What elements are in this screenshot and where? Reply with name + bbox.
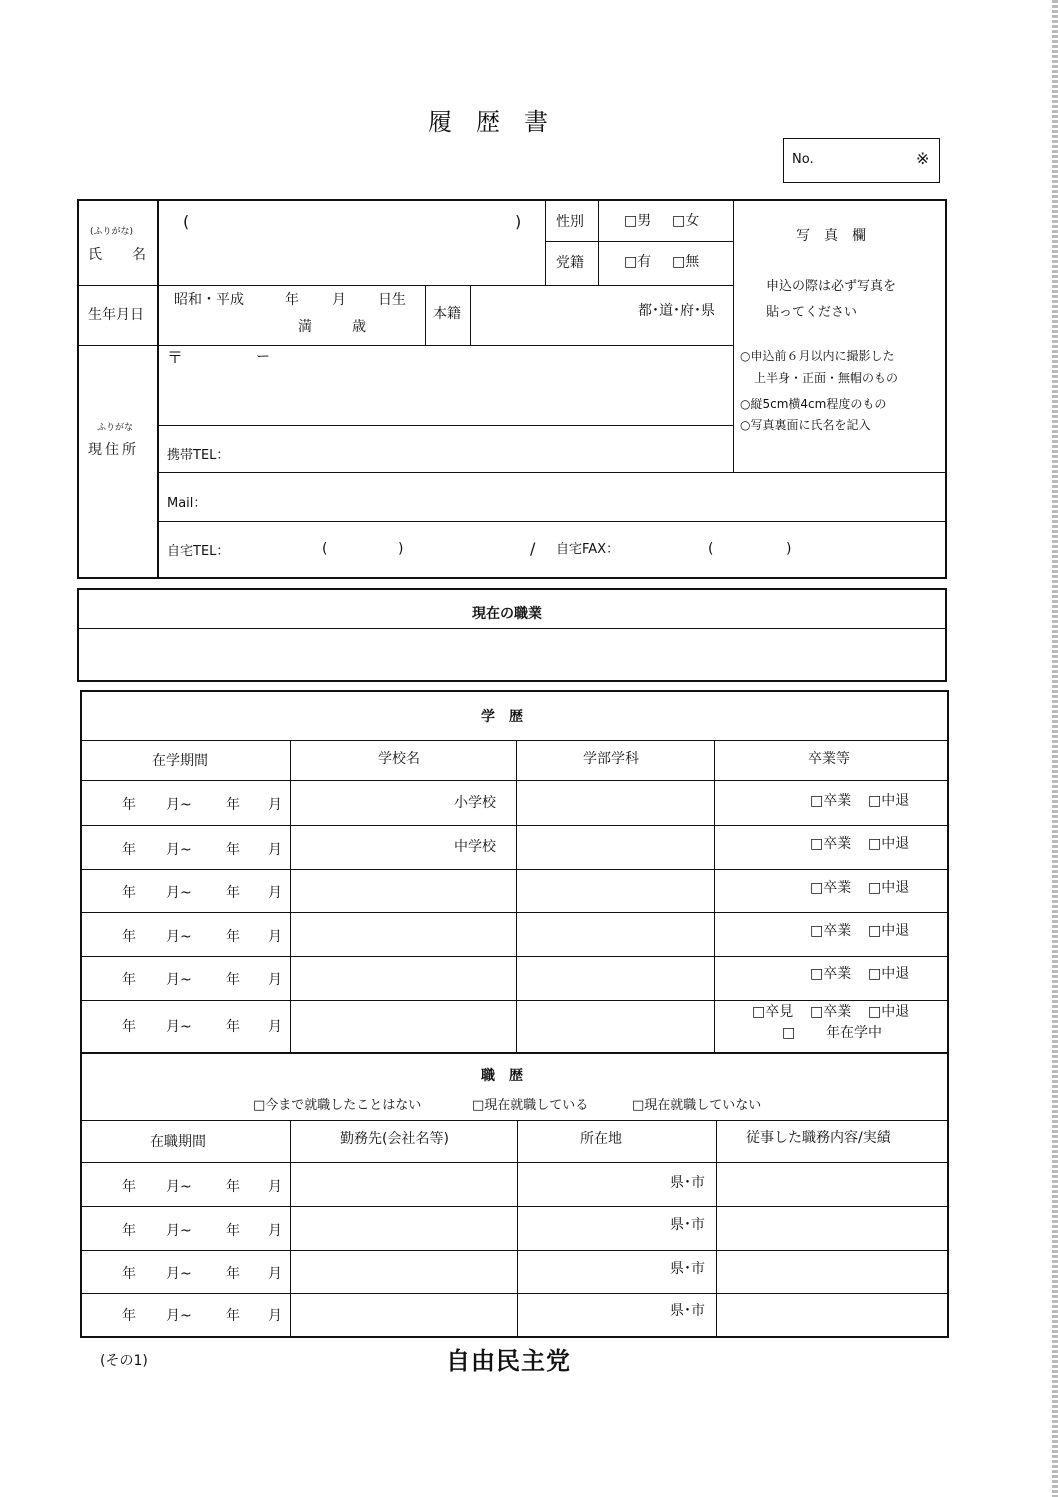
- period-month-to: 月: [268, 1223, 282, 1239]
- dob-day-unit: 日生: [378, 292, 406, 308]
- period-month-from: 月~: [166, 972, 192, 988]
- photo-note-1a: ○申込前６月以内に撮影した: [740, 349, 895, 363]
- period-year-to: 年: [226, 885, 240, 901]
- photo-instruction-1: 申込の際は必ず写真を: [766, 279, 897, 294]
- photo-instruction-2: 貼ってください: [766, 305, 858, 320]
- period-month-to: 月: [268, 929, 282, 945]
- party-membership-label: 党籍: [556, 255, 584, 271]
- dob-year-unit: 年: [285, 292, 299, 308]
- period-month-from: 月~: [166, 1266, 192, 1282]
- dropout-checkbox[interactable]: □ 中退: [868, 837, 909, 851]
- home-tel-label: 自宅TEL：: [167, 544, 230, 559]
- table-row: [82, 1251, 947, 1293]
- graduate-checkbox[interactable]: □ 卒業: [810, 881, 851, 895]
- period-year-from: 年: [122, 1308, 136, 1324]
- mail-input[interactable]: [215, 475, 940, 519]
- home-tel-paren-close: ): [398, 541, 404, 557]
- graduate-checkbox[interactable]: □ 卒業: [810, 837, 851, 851]
- location-suffix: 県･市: [670, 1303, 705, 1319]
- home-fax-paren-open: (: [708, 541, 714, 557]
- table-row: [82, 1294, 947, 1336]
- location-suffix: 県･市: [670, 1217, 705, 1233]
- location-suffix: 県･市: [670, 1261, 705, 1277]
- period-month-from: 月~: [166, 929, 192, 945]
- period-month-from: 月~: [166, 797, 192, 813]
- school-type-junior-high: 中学校: [454, 839, 496, 855]
- home-fax-label: 自宅FAX：: [556, 542, 620, 557]
- home-tel-paren-open: (: [322, 541, 328, 557]
- gender-label: 性別: [556, 214, 584, 230]
- page-title: 履 歴 書: [428, 108, 548, 136]
- photo-note-3: ○写真裏面に氏名を記入: [740, 418, 871, 432]
- name-furigana-label: (ふりがな): [90, 227, 134, 237]
- period-year-to: 年: [226, 1223, 240, 1239]
- postal-mark: 〒: [167, 348, 184, 367]
- table-row: [82, 913, 947, 956]
- period-year-from: 年: [122, 972, 136, 988]
- home-fax-paren-close: ): [786, 541, 792, 557]
- period-year-to: 年: [226, 797, 240, 813]
- address-furigana-label: ふりがな: [97, 423, 134, 433]
- career-option-not-employed[interactable]: □ 現在就職していない: [632, 1099, 761, 1112]
- period-year-from: 年: [122, 842, 136, 858]
- name-label: 氏 名: [88, 247, 154, 263]
- party-yes-checkbox[interactable]: □ 有: [624, 255, 651, 269]
- period-year-from: 年: [122, 1223, 136, 1239]
- number-box[interactable]: [783, 138, 940, 183]
- age-unit: 歳: [352, 319, 366, 335]
- gender-male-checkbox[interactable]: □ 男: [624, 214, 651, 228]
- dob-month-unit: 月: [332, 292, 346, 308]
- address-label: 現住所: [88, 442, 139, 458]
- education-title: 学 歴: [481, 709, 523, 725]
- graduate-checkbox[interactable]: □ 卒業: [810, 794, 851, 808]
- mobile-tel-input[interactable]: [240, 428, 730, 470]
- address-input[interactable]: [160, 347, 730, 423]
- page-edge-shadow: [1052, 0, 1058, 1497]
- enrolled-checkbox[interactable]: □: [782, 1025, 796, 1041]
- party-no-checkbox[interactable]: □ 無: [672, 255, 699, 269]
- name-furigana-input[interactable]: [160, 204, 543, 240]
- period-month-to: 月: [268, 972, 282, 988]
- period-month-to: 月: [268, 797, 282, 813]
- period-year-to: 年: [226, 1308, 240, 1324]
- period-month-to: 月: [268, 885, 282, 901]
- table-row: [82, 870, 947, 912]
- table-row: [82, 1163, 947, 1206]
- edu-header-school: 学校名: [378, 751, 420, 767]
- period-month-to: 月: [268, 842, 282, 858]
- furigana-paren-open: (: [183, 212, 190, 231]
- table-row: [82, 1001, 947, 1052]
- photo-note-2: ○縦5cm横4cm程度のもの: [740, 397, 887, 411]
- career-title: 職 歴: [481, 1068, 523, 1084]
- graduate-checkbox[interactable]: □ 卒業: [810, 924, 851, 938]
- name-input[interactable]: [160, 242, 543, 282]
- table-row: [82, 826, 947, 869]
- period-month-to: 月: [268, 1179, 282, 1195]
- table-row: [82, 781, 947, 825]
- occupation-title: 現在の職業: [472, 606, 542, 622]
- career-option-never-employed[interactable]: □ 今まで就職したことはない: [253, 1099, 421, 1112]
- table-row: [82, 1207, 947, 1250]
- edu-header-period: 在学期間: [152, 753, 208, 769]
- period-month-from: 月~: [166, 842, 192, 858]
- expected-graduate-checkbox[interactable]: □ 卒見: [752, 1005, 793, 1019]
- dob-label: 生年月日: [88, 307, 144, 323]
- period-month-from: 月~: [166, 1308, 192, 1324]
- dropout-checkbox[interactable]: □ 中退: [868, 924, 909, 938]
- period-year-to: 年: [226, 1179, 240, 1195]
- photo-note-1b: 上半身・正面・無帽のもの: [754, 371, 899, 385]
- period-year-from: 年: [122, 929, 136, 945]
- page-number: (その1): [100, 1353, 148, 1369]
- career-header-location: 所在地: [580, 1131, 622, 1147]
- period-year-to: 年: [226, 1266, 240, 1282]
- school-type-elementary: 小学校: [454, 795, 496, 811]
- mail-label: Mail：: [167, 496, 207, 511]
- career-option-currently-employed[interactable]: □ 現在就職している: [472, 1099, 588, 1112]
- number-label: No.: [792, 152, 814, 167]
- period-year-to: 年: [226, 972, 240, 988]
- dob-era: 昭和・平成: [174, 292, 244, 308]
- table-row: [82, 957, 947, 1000]
- edu-header-status: 卒業等: [808, 751, 850, 767]
- career-header-period: 在職期間: [150, 1134, 206, 1150]
- period-month-from: 月~: [166, 1179, 192, 1195]
- period-year-from: 年: [122, 797, 136, 813]
- period-year-from: 年: [122, 885, 136, 901]
- period-month-from: 月~: [166, 1019, 192, 1035]
- dropout-checkbox[interactable]: □ 中退: [868, 967, 909, 981]
- age-prefix: 満: [298, 319, 312, 335]
- graduate-checkbox[interactable]: □ 卒業: [810, 1005, 851, 1019]
- asterisk-mark: ※: [916, 149, 930, 168]
- prefecture-suffix: 都･道･府･県: [638, 303, 715, 319]
- period-month-to: 月: [268, 1308, 282, 1324]
- period-year-to: 年: [226, 929, 240, 945]
- occupation-input[interactable]: [80, 630, 944, 680]
- period-year-from: 年: [122, 1266, 136, 1282]
- edu-header-faculty: 学部学科: [583, 751, 639, 767]
- photo-area-title: 写 真 欄: [796, 228, 866, 244]
- career-header-company: 勤務先(会社名等): [340, 1131, 449, 1147]
- dropout-checkbox[interactable]: □ 中退: [868, 1005, 909, 1019]
- gender-female-checkbox[interactable]: □ 女: [672, 214, 699, 228]
- period-month-to: 月: [268, 1019, 282, 1035]
- period-year-to: 年: [226, 1019, 240, 1035]
- enrolled-year-label: 年在学中: [826, 1025, 882, 1041]
- tel-fax-slash: /: [530, 539, 536, 558]
- dropout-checkbox[interactable]: □ 中退: [868, 881, 909, 895]
- location-suffix: 県･市: [670, 1175, 705, 1191]
- period-year-from: 年: [122, 1019, 136, 1035]
- period-month-from: 月~: [166, 1223, 192, 1239]
- mobile-tel-label: 携帯TEL：: [167, 448, 230, 463]
- postal-dash: ー: [256, 349, 270, 365]
- graduate-checkbox[interactable]: □ 卒業: [810, 967, 851, 981]
- party-name: 自由民主党: [446, 1347, 571, 1375]
- honseki-label: 本籍: [433, 306, 461, 322]
- career-header-duties: 従事した職務内容/実績: [746, 1130, 891, 1146]
- period-month-from: 月~: [166, 885, 192, 901]
- furigana-paren-close: ): [515, 212, 522, 231]
- period-month-to: 月: [268, 1266, 282, 1282]
- period-year-to: 年: [226, 842, 240, 858]
- dropout-checkbox[interactable]: □ 中退: [868, 794, 909, 808]
- period-year-from: 年: [122, 1179, 136, 1195]
